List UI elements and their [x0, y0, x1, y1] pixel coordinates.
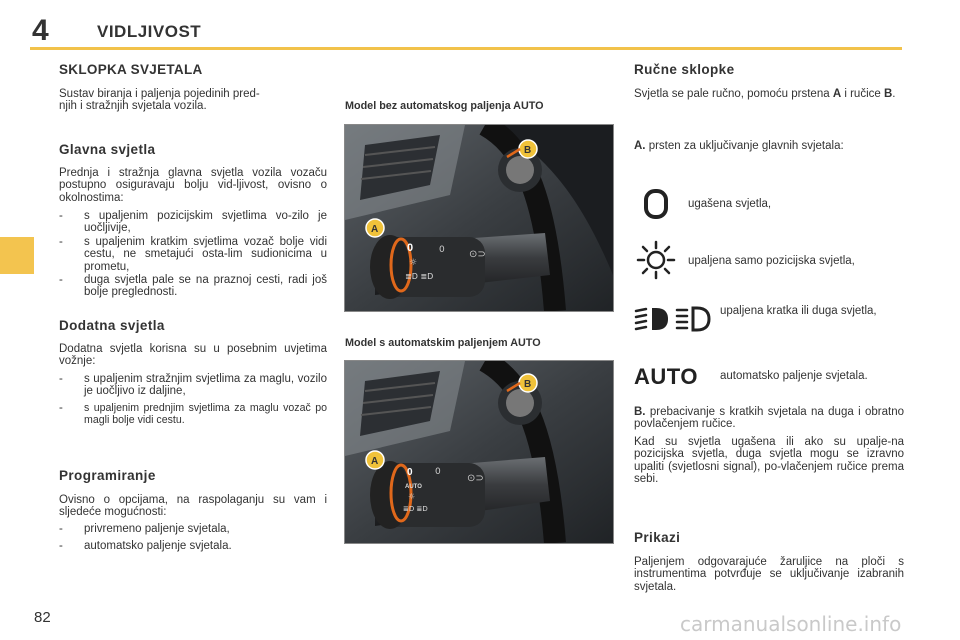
svg-text:0: 0	[435, 467, 441, 477]
svg-text:0: 0	[407, 467, 413, 478]
list-item: - privremeno paljenje svjetala,	[59, 523, 230, 535]
stalk-b-description: B. prebacivanje s kratkih svjetala na duga i obratno povlačenjem ručice.	[634, 406, 904, 431]
intro-line-1: Sustav biranja i paljenja pojedinih pred-	[59, 88, 260, 100]
chapter-number: 4	[32, 14, 49, 47]
svg-text:☼: ☼	[409, 258, 418, 268]
rucne-intro: Svjetla se pale ručno, pomoću prstena A i ručice B.	[634, 88, 896, 100]
svg-text:⊙⊃: ⊙⊃	[469, 249, 486, 260]
svg-text:AUTO: AUTO	[405, 484, 422, 490]
position-lights-icon	[636, 240, 676, 285]
glavna-text: Prednja i stražnja glavna svjetla vozila vozaču postupno osiguravaju bolju vid-ljivost, ovisno o okolnostima:	[59, 167, 327, 204]
svg-text:0: 0	[407, 242, 414, 254]
beam-label: upaljena kratka ili duga svjetla,	[720, 305, 877, 317]
position-lights-label: upaljena samo pozicijska svjetla,	[688, 255, 855, 267]
program-list	[59, 523, 327, 553]
svg-text:≣D ≣D: ≣D ≣D	[405, 272, 434, 281]
dipped-beam-icon	[634, 306, 670, 337]
flash-paragraph: Kad su svjetla ugašena ili ako su upalje-na pozicijska svjetla, duga svjetla mogu se izravno upaliti (svjetlosni signal), po-vlačenjem ručice prema sebi.	[634, 436, 904, 486]
svg-text:A: A	[371, 224, 379, 235]
heading-glavna: Glavna svjetla	[59, 142, 156, 157]
list-item: - automatsko paljenje svjetala.	[59, 540, 232, 553]
auto-icon: AUTO	[634, 364, 698, 389]
list-item: - s upaljenim stražnjim svjetlima za maglu, vozilo je uočljivo iz daljine,	[59, 373, 327, 398]
dodatna-list	[59, 373, 327, 427]
svg-text:A: A	[371, 456, 379, 467]
svg-text:☼: ☼	[408, 492, 416, 501]
svg-text:⊙⊃: ⊙⊃	[467, 473, 484, 484]
caption-model-without-auto: Model bez automatskog paljenja AUTO	[345, 100, 544, 112]
list-item: - duga svjetla pale se na praznoj cesti, radi još bolje preglednosti.	[59, 274, 327, 299]
auto-label: automatsko paljenje svjetala.	[720, 370, 868, 382]
ring-a-description: A. prsten za uključivanje glavnih svjetala:	[634, 140, 844, 152]
heading-dodatna: Dodatna svjetla	[59, 318, 165, 333]
intro-line-2: njih i stražnjih svjetala vozila.	[59, 100, 207, 112]
chapter-title: VIDLJIVOST	[97, 22, 202, 41]
steering-stalk-auto-illustration	[345, 361, 613, 543]
heading-rucne-sklopke: Ručne sklopke	[634, 62, 735, 77]
program-text: Ovisno o opcijama, na raspolaganju su vam i sljedeće mogućnosti:	[59, 494, 327, 519]
list-item: - s upaljenim kratkim svjetlima vozač bolje vidi cestu, ne smetajući osta-lim sudionicima u prometu,	[59, 235, 327, 273]
list-item: - s upaljenim prednjim svjetlima za maglu vozač po magli bolje vidi cestu.	[59, 401, 327, 427]
section-title: SKLOPKA SVJETALA	[59, 62, 203, 77]
steering-stalk-illustration	[345, 125, 613, 311]
watermark-text: carmanualsonline.info	[680, 612, 902, 636]
caption-model-with-auto: Model s automatskim paljenjem AUTO	[345, 337, 541, 349]
off-ring-icon	[643, 188, 669, 225]
main-beam-icon	[675, 306, 711, 337]
stalk-photo-2	[344, 360, 614, 544]
dodatna-text: Dodatna svjetla korisna su u posebnim uvjetima vožnje:	[59, 343, 327, 368]
svg-text:0: 0	[439, 245, 445, 255]
list-item: - s upaljenim pozicijskim svjetlima vo-zilo je uočljivije,	[59, 210, 327, 235]
svg-text:B: B	[524, 379, 532, 390]
chapter-side-tab	[0, 237, 34, 274]
off-ring-label: ugašena svjetla,	[688, 198, 772, 210]
prikazi-text: Paljenjem odgovarajuće žaruljice na ploči s instrumentima potvrđuje se uključivanje izabranih svjetala.	[634, 556, 904, 593]
stalk-photo-1	[344, 124, 614, 312]
page-number: 82	[34, 609, 51, 626]
glavna-list	[59, 210, 327, 299]
heading-prikazi: Prikazi	[634, 530, 681, 545]
svg-text:B: B	[524, 145, 532, 156]
svg-text:≣D ≣D: ≣D ≣D	[403, 505, 428, 513]
header-rule	[30, 47, 902, 50]
heading-programiranje: Programiranje	[59, 468, 156, 483]
